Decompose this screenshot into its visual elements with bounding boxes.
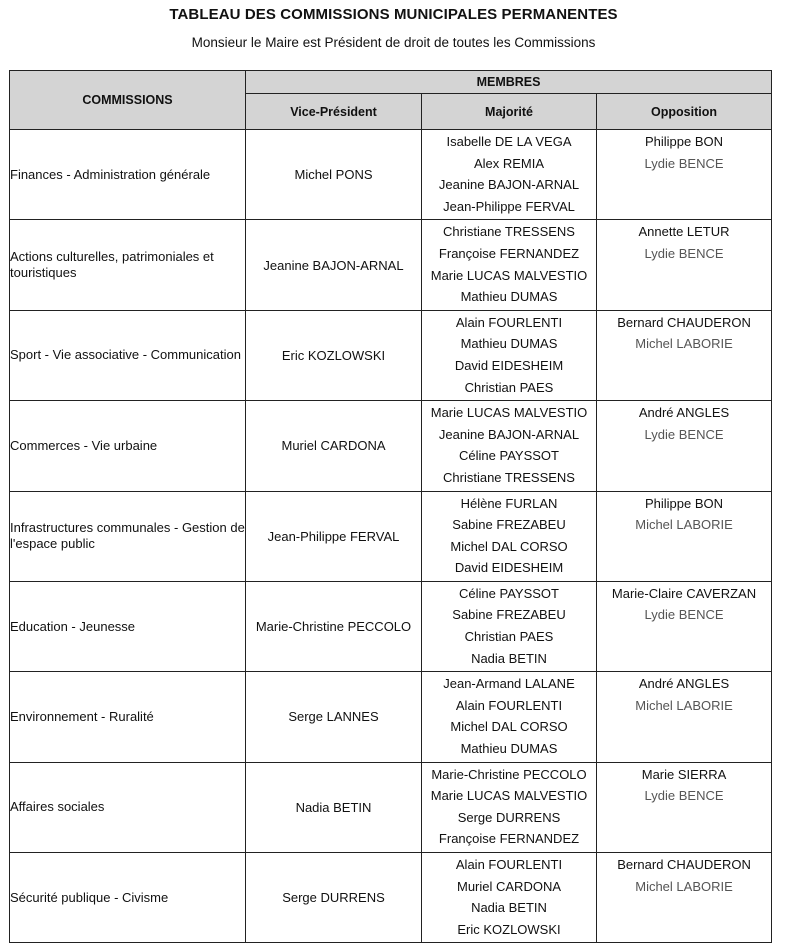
opposition-member: Lydie BENCE [644,245,724,261]
majorite-member: Sabine FREZABEU [452,517,566,533]
majorite-member: Michel DAL CORSO [450,719,568,735]
commission-name: Environnement - Ruralité [10,672,246,762]
commission-name: Infrastructures communales - Gestion de l'espace public [10,491,246,581]
commission-name: Sport - Vie associative - Communication [10,310,246,400]
opposition-member: Bernard CHAUDERON [617,314,751,330]
majorite-member: Eric KOZLOWSKI [457,921,561,937]
majorite-member: Christiane TRESSENS [443,224,575,240]
majorite-member: Muriel CARDONA [456,878,561,894]
opposition-member: Philippe BON [644,495,724,511]
commissions-table [9,70,772,943]
majorite-member: Jean-Armand LALANE [443,676,575,692]
table-row [10,130,772,220]
opposition-cell [597,310,772,400]
header-majorite: Majorité [422,94,597,130]
header-opposition: Opposition [597,94,772,130]
vice-president-cell: Jeanine BAJON-ARNAL [246,220,422,310]
opposition-cell [597,220,772,310]
vice-president-cell: Serge LANNES [246,672,422,762]
opposition-cell [597,401,772,491]
majorite-member: Sabine FREZABEU [452,607,566,623]
majorite-member: Alain FOURLENTI [455,314,563,330]
commission-name: Affaires sociales [10,762,246,852]
majorite-cell [422,853,597,943]
majorite-member: Nadia BETIN [471,900,547,916]
opposition-member: Marie-Claire CAVERZAN [611,585,757,601]
majorite-member: Christian PAES [464,629,554,645]
commission-name: Sécurité publique - Civisme [10,853,246,943]
majorite-member: Christian PAES [464,379,554,395]
page-subtitle: Monsieur le Maire est Président de droit de toutes les Commissions [191,35,596,50]
header-vice-president: Vice-Président [246,94,422,130]
majorite-member: Alain FOURLENTI [455,857,563,872]
majorite-cell [422,130,597,220]
vice-president-cell: Marie-Christine PECCOLO [246,581,422,671]
majorite-member: Alain FOURLENTI [455,697,563,713]
majorite-member: Jeanine BAJON-ARNAL [438,426,580,442]
majorite-cell [422,220,597,310]
table-row [10,310,772,400]
vice-president-cell: Eric KOZLOWSKI [246,310,422,400]
commission-name: Finances - Administration générale [10,130,246,220]
majorite-member: Isabelle DE LA VEGA [446,134,572,149]
commission-name: Education - Jeunesse [10,581,246,671]
majorite-member: David EIDESHEIM [454,357,564,373]
table-row [10,853,772,943]
majorite-member: Serge DURRENS [457,809,561,825]
opposition-member: Annette LETUR [638,224,730,240]
commission-name: Actions culturelles, patrimoniales et touristiques [10,220,246,310]
vice-president-cell: Serge DURRENS [246,853,422,943]
opposition-member: Lydie BENCE [644,607,724,623]
opposition-cell [597,672,772,762]
table-body [10,130,772,943]
majorite-member: Alex REMIA [473,155,545,171]
majorite-member: David EIDESHEIM [454,560,564,576]
majorite-member: Mathieu DUMAS [460,289,558,305]
opposition-member: Bernard CHAUDERON [617,857,751,872]
opposition-member: Lydie BENCE [644,788,724,804]
header-membres: MEMBRES [246,71,772,94]
majorite-cell [422,310,597,400]
vice-president-cell: Nadia BETIN [246,762,422,852]
opposition-member: Michel LABORIE [635,336,733,352]
opposition-cell [597,491,772,581]
opposition-member: Lydie BENCE [644,426,724,442]
majorite-cell [422,581,597,671]
vice-president-cell: Michel PONS [246,130,422,220]
majorite-member: Marie-Christine PECCOLO [431,766,587,782]
majorite-member: Christiane TRESSENS [443,469,575,485]
opposition-cell [597,130,772,220]
opposition-member: Michel LABORIE [635,517,733,533]
commission-name: Commerces - Vie urbaine [10,401,246,491]
opposition-cell [597,762,772,852]
majorite-member: Céline PAYSSOT [459,448,559,464]
majorite-member: Marie LUCAS MALVESTIO [430,405,588,421]
header-commissions: COMMISSIONS [10,71,246,130]
majorite-cell [422,401,597,491]
table-row [10,762,772,852]
majorite-member: Jeanine BAJON-ARNAL [438,177,580,193]
majorite-cell [422,672,597,762]
majorite-member: Hélène FURLAN [460,495,558,511]
opposition-member: André ANGLES [638,405,730,421]
table-row [10,491,772,581]
opposition-member: Philippe BON [644,134,724,149]
majorite-member: Françoise FERNANDEZ [438,831,580,847]
opposition-member: Lydie BENCE [644,155,724,171]
opposition-member: Marie SIERRA [641,766,727,782]
majorite-member: Nadia BETIN [471,650,547,666]
opposition-member: Michel LABORIE [635,878,733,894]
majorite-member: Mathieu DUMAS [460,336,558,352]
majorite-member: Marie LUCAS MALVESTIO [430,788,588,804]
majorite-cell [422,491,597,581]
majorite-member: Françoise FERNANDEZ [438,245,580,261]
majorite-member: Céline PAYSSOT [459,585,559,601]
opposition-cell [597,853,772,943]
majorite-member: Mathieu DUMAS [460,741,558,757]
vice-president-cell: Jean-Philippe FERVAL [246,491,422,581]
majorite-member: Jean-Philippe FERVAL [443,198,575,214]
majorite-member: Marie LUCAS MALVESTIO [430,267,588,283]
table-row [10,672,772,762]
majorite-member: Michel DAL CORSO [450,538,568,554]
table-row [10,220,772,310]
opposition-member: André ANGLES [638,676,730,692]
table-row [10,581,772,671]
page-title: TABLEAU DES COMMISSIONS MUNICIPALES PERMANENTES [169,6,618,23]
table-row [10,401,772,491]
opposition-cell [597,581,772,671]
majorite-cell [422,762,597,852]
opposition-member: Michel LABORIE [635,697,733,713]
vice-president-cell: Muriel CARDONA [246,401,422,491]
